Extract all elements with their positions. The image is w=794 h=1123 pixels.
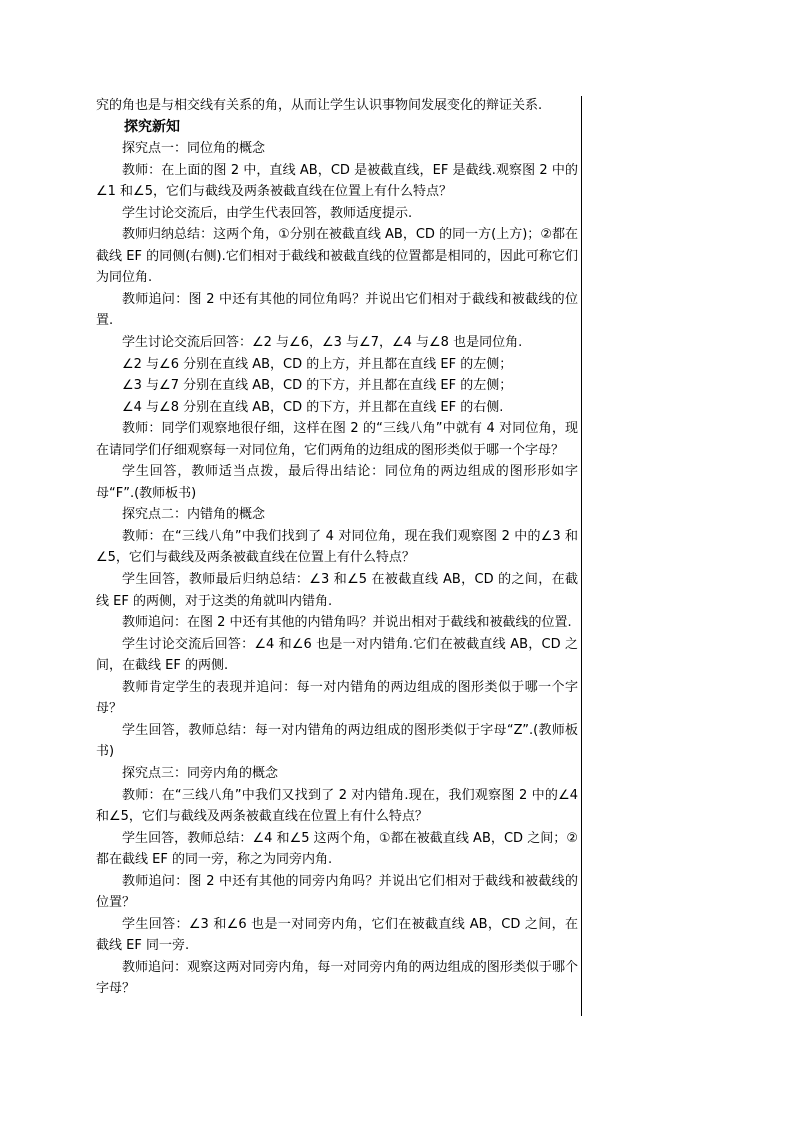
paragraph: 教师追问：图 2 中还有其他的同位角吗？并说出它们相对于截线和被截线的位置. — [96, 291, 578, 329]
paragraph: 探究点一：同位角的概念 — [122, 141, 266, 157]
document-body — [96, 95, 578, 1000]
paragraph: 究的角也是与相交线有关系的角，从而让学生认识事物间发展变化的辩证关系. — [96, 98, 543, 113]
section-heading: 探究新知 — [124, 118, 180, 135]
paragraph: ∠3 与∠7 分别在直线 AB，CD 的下方，并且都在直线 EF 的左侧； — [122, 378, 513, 394]
paragraph: 学生回答，教师总结：∠4 和∠5 这两个角，①都在被截直线 AB，CD 之间；②都在截线 EF 的同一旁，称之为同旁内角. — [96, 830, 578, 868]
paragraph: 探究点二：内错角的概念 — [122, 507, 266, 523]
paragraph: 教师肯定学生的表现并追问：每一对内错角的两边组成的图形类似于哪一个字母？ — [96, 679, 578, 717]
paragraph: 教师追问：在图 2 中还有其他的内错角吗？并说出相对于截线和被截线的位置. — [122, 615, 572, 631]
paragraph: ∠2 与∠6 分别在直线 AB，CD 的上方，并且都在直线 EF 的左侧； — [122, 356, 513, 372]
paragraph: 教师归纳总结：这两个角，①分别在被截直线 AB，CD 的同一方(上方)；②都在截线 EF 的同侧(右侧).它们相对于截线和被截直线的位置都是相同的，因此可称它们为同位角. — [96, 227, 578, 286]
paragraph: ∠4 与∠8 分别在直线 AB，CD 的下方，并且都在直线 EF 的右侧. — [122, 399, 504, 415]
paragraph: 教师：在上面的图 2 中，直线 AB，CD 是被截直线，EF 是截线.观察图 2 中的∠1 和∠5，它们与截线及两条被截直线在位置上有什么特点？ — [96, 162, 578, 200]
paragraph: 探究点三：同旁内角的概念 — [122, 765, 279, 781]
paragraph: 学生讨论交流后回答：∠4 和∠6 也是一对内错角.它们在被截直线 AB，CD 之间，在截线 EF 的两侧. — [96, 636, 578, 674]
paragraph: 教师：在“三线八角”中我们找到了 4 对同位角，现在我们观察图 2 中的∠3 和∠5，它们与截线及两条被截直线在位置上有什么特点？ — [96, 528, 578, 566]
paragraph: 教师追问：观察这两对同旁内角，每一对同旁内角的两边组成的图形类似于哪个字母？ — [96, 959, 578, 997]
paragraph: 学生回答，教师总结：每一对内错角的两边组成的图形类似于字母“Z”.(教师板书) — [96, 722, 578, 760]
paragraph: 学生回答，教师适当点拨，最后得出结论：同位角的两边组成的图形形如字母“F”.(教师板书) — [96, 464, 578, 501]
paragraph: 学生回答，教师最后归纳总结：∠3 和∠5 在被截直线 AB，CD 的之间，在截线 EF 的两侧，对于这类的角就叫内错角. — [96, 572, 578, 609]
paragraph: 学生讨论交流后，由学生代表回答，教师适度提示. — [122, 205, 413, 221]
paragraph: 教师：同学们观察地很仔细，这样在图 2 的“三线八角”中就有 4 对同位角，现在请同学们仔细观察每一对同位角，它们两角的边组成的图形类似于哪一个字母？ — [96, 421, 578, 458]
paragraph: 学生讨论交流后回答：∠2 与∠6，∠3 与∠7，∠4 与∠8 也是同位角. — [122, 335, 523, 351]
paragraph: 教师追问：图 2 中还有其他的同旁内角吗？并说出它们相对于截线和被截线的位置？ — [96, 873, 578, 911]
paragraph: 学生回答：∠3 和∠6 也是一对同旁内角，它们在被截直线 AB，CD 之间，在截线 EF 同一旁. — [96, 916, 578, 954]
table-border-right — [581, 96, 582, 1016]
paragraph: 教师：在“三线八角”中我们又找到了 2 对内错角.现在，我们观察图 2 中的∠4 和∠5，它们与截线及两条被截直线在位置上有什么特点？ — [96, 787, 578, 825]
